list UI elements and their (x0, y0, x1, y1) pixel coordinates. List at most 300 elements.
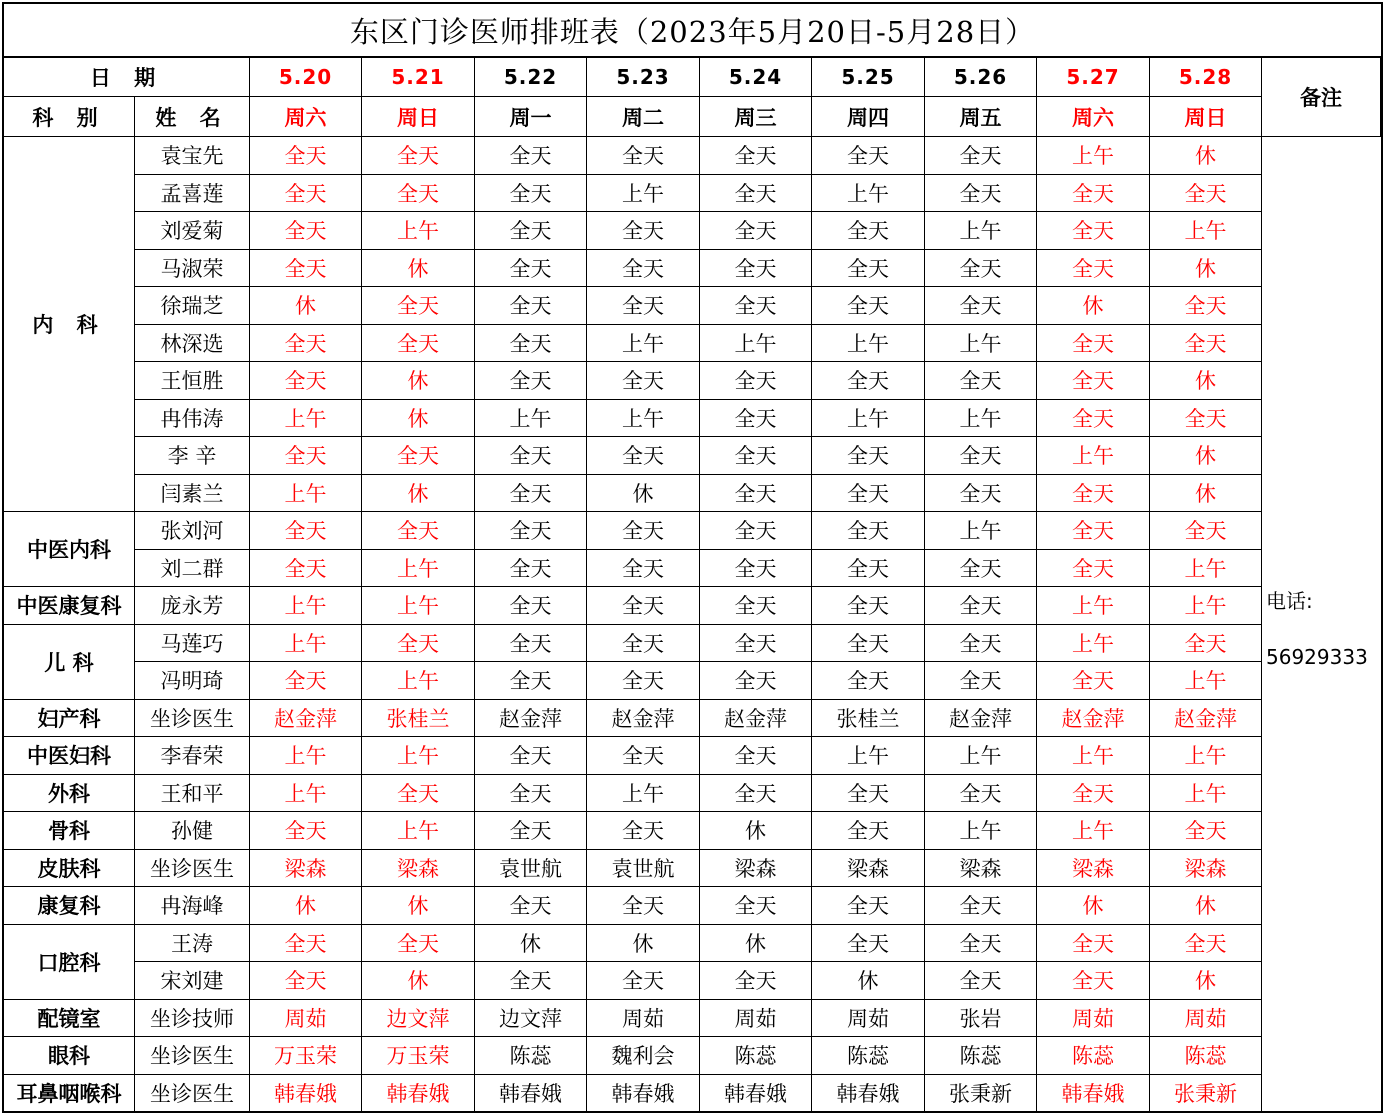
shift-cell: 休 (362, 400, 475, 438)
doctor-name: 冉海峰 (135, 887, 250, 925)
shift-cell: 全天 (250, 212, 362, 250)
remark-header: 备注 (1262, 58, 1381, 137)
shift-cell: 全天 (475, 175, 587, 213)
shift-cell: 全天 (475, 137, 587, 175)
department-name: 耳鼻咽喉科 (4, 1075, 135, 1113)
shift-cell: 上午 (1037, 625, 1150, 663)
shift-cell: 上午 (1150, 737, 1262, 775)
shift-cell: 周茹 (1150, 1000, 1262, 1038)
shift-cell: 全天 (925, 662, 1037, 700)
shift-cell: 全天 (475, 250, 587, 288)
shift-cell: 全天 (475, 662, 587, 700)
shift-cell: 张秉新 (925, 1075, 1037, 1113)
shift-cell: 上午 (1037, 737, 1150, 775)
shift-cell: 全天 (700, 887, 812, 925)
doctor-name: 张刘河 (135, 512, 250, 550)
shift-cell: 全天 (1150, 325, 1262, 363)
shift-cell: 韩春娥 (362, 1075, 475, 1113)
doctor-name: 林深选 (135, 325, 250, 363)
shift-cell: 全天 (475, 362, 587, 400)
shift-cell: 全天 (812, 887, 925, 925)
shift-cell: 全天 (812, 137, 925, 175)
shift-cell: 全天 (925, 775, 1037, 813)
shift-cell: 上午 (1037, 812, 1150, 850)
shift-cell: 休 (1037, 287, 1150, 325)
shift-cell: 全天 (812, 212, 925, 250)
shift-cell: 全天 (475, 325, 587, 363)
shift-cell: 全天 (1037, 475, 1150, 513)
shift-cell: 全天 (587, 212, 700, 250)
shift-cell: 休 (1150, 362, 1262, 400)
shift-cell: 全天 (250, 437, 362, 475)
shift-cell: 陈蕊 (812, 1037, 925, 1075)
shift-cell: 全天 (475, 287, 587, 325)
shift-cell: 全天 (475, 962, 587, 1000)
shift-cell: 休 (362, 887, 475, 925)
shift-cell: 全天 (1037, 550, 1150, 588)
shift-cell: 梁森 (362, 850, 475, 888)
weekday-cell: 周日 (362, 97, 475, 137)
date-cell: 5.28 (1150, 58, 1262, 97)
shift-cell: 梁森 (250, 850, 362, 888)
shift-cell: 全天 (587, 625, 700, 663)
shift-cell: 全天 (700, 400, 812, 438)
shift-cell: 全天 (587, 512, 700, 550)
shift-cell: 全天 (700, 625, 812, 663)
weekday-cell: 周日 (1150, 97, 1262, 137)
doctor-name: 坐诊医生 (135, 1075, 250, 1113)
shift-cell: 全天 (1150, 812, 1262, 850)
shift-cell: 全天 (587, 437, 700, 475)
shift-cell: 上午 (700, 325, 812, 363)
shift-cell: 全天 (250, 812, 362, 850)
shift-cell: 上午 (362, 212, 475, 250)
shift-cell: 全天 (812, 475, 925, 513)
doctor-name: 宋刘建 (135, 962, 250, 1000)
shift-cell: 全天 (250, 550, 362, 588)
shift-cell: 全天 (475, 812, 587, 850)
shift-cell: 梁森 (925, 850, 1037, 888)
shift-cell: 全天 (475, 475, 587, 513)
shift-cell: 全天 (587, 137, 700, 175)
shift-cell: 张桂兰 (812, 700, 925, 738)
shift-cell: 上午 (925, 400, 1037, 438)
shift-cell: 全天 (587, 662, 700, 700)
shift-cell: 全天 (1037, 400, 1150, 438)
shift-cell: 韩春娥 (475, 1075, 587, 1113)
shift-cell: 全天 (812, 250, 925, 288)
shift-cell: 上午 (1150, 587, 1262, 625)
remark-cell (1262, 137, 1381, 1112)
shift-cell: 休 (362, 362, 475, 400)
doctor-name: 坐诊医生 (135, 700, 250, 738)
shift-cell: 全天 (362, 325, 475, 363)
doctor-name: 袁宝先 (135, 137, 250, 175)
doctor-name: 王涛 (135, 925, 250, 963)
shift-cell: 上午 (250, 775, 362, 813)
shift-cell: 全天 (362, 625, 475, 663)
shift-cell: 陈蕊 (700, 1037, 812, 1075)
shift-cell: 上午 (925, 512, 1037, 550)
shift-cell: 上午 (587, 325, 700, 363)
shift-cell: 上午 (1037, 587, 1150, 625)
shift-cell: 全天 (250, 362, 362, 400)
shift-cell: 全天 (700, 175, 812, 213)
shift-cell: 周茹 (587, 1000, 700, 1038)
shift-cell: 全天 (700, 437, 812, 475)
shift-cell: 上午 (1037, 137, 1150, 175)
remark-label: 电话: (1266, 589, 1313, 613)
shift-cell: 全天 (700, 212, 812, 250)
shift-cell: 全天 (1037, 325, 1150, 363)
shift-cell: 上午 (925, 812, 1037, 850)
doctor-name: 刘二群 (135, 550, 250, 588)
shift-cell: 张秉新 (1150, 1075, 1262, 1113)
shift-cell: 全天 (587, 362, 700, 400)
shift-cell: 全天 (587, 887, 700, 925)
doctor-name: 马淑荣 (135, 250, 250, 288)
shift-cell: 全天 (812, 925, 925, 963)
shift-cell: 全天 (1037, 250, 1150, 288)
doctor-name: 孟喜莲 (135, 175, 250, 213)
department-name: 骨科 (4, 812, 135, 850)
shift-cell: 全天 (587, 587, 700, 625)
shift-cell: 赵金萍 (1037, 700, 1150, 738)
shift-cell: 上午 (250, 737, 362, 775)
shift-cell: 张桂兰 (362, 700, 475, 738)
department-name: 眼科 (4, 1037, 135, 1075)
shift-cell: 韩春娥 (812, 1075, 925, 1113)
shift-cell: 全天 (925, 437, 1037, 475)
shift-cell: 上午 (362, 587, 475, 625)
shift-cell: 上午 (1150, 212, 1262, 250)
doctor-name: 王恒胜 (135, 362, 250, 400)
date-cell: 5.24 (700, 58, 812, 97)
shift-cell: 休 (700, 812, 812, 850)
department-name: 妇产科 (4, 700, 135, 738)
shift-cell: 全天 (1150, 512, 1262, 550)
shift-cell: 上午 (475, 400, 587, 438)
shift-cell: 全天 (250, 325, 362, 363)
department-name: 配镜室 (4, 1000, 135, 1038)
shift-cell: 休 (1150, 250, 1262, 288)
shift-cell: 上午 (925, 212, 1037, 250)
shift-cell: 周茹 (812, 1000, 925, 1038)
shift-cell: 休 (362, 250, 475, 288)
date-cell: 5.27 (1037, 58, 1150, 97)
shift-cell: 全天 (475, 512, 587, 550)
department-name: 康复科 (4, 887, 135, 925)
shift-cell: 全天 (475, 212, 587, 250)
shift-cell: 袁世航 (587, 850, 700, 888)
shift-cell: 全天 (250, 250, 362, 288)
shift-cell: 上午 (362, 812, 475, 850)
weekday-cell: 周三 (700, 97, 812, 137)
weekday-cell: 周二 (587, 97, 700, 137)
shift-cell: 全天 (362, 512, 475, 550)
shift-cell: 全天 (475, 550, 587, 588)
date-cell: 5.20 (250, 58, 362, 97)
shift-cell: 上午 (587, 175, 700, 213)
shift-cell: 休 (1037, 887, 1150, 925)
shift-cell: 全天 (362, 775, 475, 813)
date-cell: 5.25 (812, 58, 925, 97)
shift-cell: 全天 (1150, 925, 1262, 963)
department-name: 外科 (4, 775, 135, 813)
department-name: 内 科 (4, 137, 135, 512)
shift-cell: 全天 (700, 962, 812, 1000)
shift-cell: 全天 (1037, 512, 1150, 550)
shift-cell: 梁森 (812, 850, 925, 888)
shift-cell: 上午 (925, 325, 1037, 363)
shift-cell: 全天 (700, 250, 812, 288)
shift-cell: 全天 (587, 962, 700, 1000)
shift-cell: 休 (250, 287, 362, 325)
department-name: 中医妇科 (4, 737, 135, 775)
shift-cell: 张岩 (925, 1000, 1037, 1038)
shift-cell: 休 (700, 925, 812, 963)
shift-cell: 全天 (362, 175, 475, 213)
weekday-cell: 周四 (812, 97, 925, 137)
shift-cell: 全天 (250, 137, 362, 175)
shift-cell: 全天 (1037, 362, 1150, 400)
shift-cell: 上午 (812, 325, 925, 363)
name-header: 姓 名 (135, 97, 250, 137)
shift-cell: 梁森 (700, 850, 812, 888)
shift-cell: 全天 (1150, 287, 1262, 325)
dept-header: 科 别 (4, 97, 135, 137)
shift-cell: 韩春娥 (1037, 1075, 1150, 1113)
shift-cell: 全天 (700, 737, 812, 775)
shift-cell: 全天 (925, 475, 1037, 513)
shift-cell: 上午 (812, 737, 925, 775)
date-cell: 5.26 (925, 58, 1037, 97)
shift-cell: 上午 (925, 737, 1037, 775)
shift-cell: 全天 (250, 512, 362, 550)
doctor-name: 庞永芳 (135, 587, 250, 625)
shift-cell: 全天 (812, 812, 925, 850)
shift-cell: 全天 (700, 137, 812, 175)
shift-cell: 全天 (812, 287, 925, 325)
weekday-cell: 周六 (1037, 97, 1150, 137)
shift-cell: 梁森 (1150, 850, 1262, 888)
department-name: 儿 科 (4, 625, 135, 700)
shift-cell: 全天 (1150, 175, 1262, 213)
date-cell: 5.21 (362, 58, 475, 97)
shift-cell: 上午 (1150, 550, 1262, 588)
shift-cell: 全天 (700, 587, 812, 625)
shift-cell: 韩春娥 (587, 1075, 700, 1113)
shift-cell: 赵金萍 (475, 700, 587, 738)
shift-cell: 上午 (812, 175, 925, 213)
shift-cell: 全天 (812, 362, 925, 400)
shift-cell: 全天 (1037, 925, 1150, 963)
shift-cell: 全天 (587, 250, 700, 288)
shift-cell: 休 (587, 475, 700, 513)
doctor-name: 坐诊医生 (135, 850, 250, 888)
shift-cell: 上午 (587, 400, 700, 438)
shift-cell: 全天 (700, 550, 812, 588)
shift-cell: 全天 (1150, 625, 1262, 663)
shift-cell: 全天 (925, 587, 1037, 625)
shift-cell: 全天 (925, 175, 1037, 213)
weekday-cell: 周五 (925, 97, 1037, 137)
shift-cell: 周茹 (1037, 1000, 1150, 1038)
shift-cell: 全天 (362, 287, 475, 325)
shift-cell: 全天 (812, 625, 925, 663)
shift-cell: 全天 (1037, 962, 1150, 1000)
shift-cell: 休 (362, 475, 475, 513)
shift-cell: 全天 (700, 775, 812, 813)
shift-cell: 上午 (1037, 437, 1150, 475)
shift-cell: 上午 (587, 775, 700, 813)
date-cell: 5.22 (475, 58, 587, 97)
shift-cell: 全天 (812, 550, 925, 588)
shift-cell: 全天 (475, 887, 587, 925)
shift-cell: 陈蕊 (475, 1037, 587, 1075)
shift-cell: 休 (1150, 137, 1262, 175)
shift-cell: 全天 (250, 662, 362, 700)
shift-cell: 全天 (700, 362, 812, 400)
shift-cell: 全天 (925, 962, 1037, 1000)
shift-cell: 全天 (1037, 662, 1150, 700)
shift-cell: 全天 (250, 962, 362, 1000)
shift-cell: 赵金萍 (700, 700, 812, 738)
shift-cell: 休 (1150, 887, 1262, 925)
shift-cell: 全天 (700, 287, 812, 325)
shift-cell: 全天 (925, 550, 1037, 588)
department-name: 中医康复科 (4, 587, 135, 625)
doctor-name: 冉伟涛 (135, 400, 250, 438)
shift-cell: 全天 (475, 775, 587, 813)
shift-cell: 全天 (812, 587, 925, 625)
doctor-name: 孙健 (135, 812, 250, 850)
shift-cell: 休 (1150, 437, 1262, 475)
doctor-name: 闫素兰 (135, 475, 250, 513)
shift-cell: 全天 (250, 175, 362, 213)
shift-cell: 上午 (362, 737, 475, 775)
shift-cell: 万玉荣 (250, 1037, 362, 1075)
shift-cell: 全天 (700, 662, 812, 700)
shift-cell: 全天 (812, 437, 925, 475)
shift-cell: 上午 (250, 475, 362, 513)
shift-cell: 休 (812, 962, 925, 1000)
shift-cell: 赵金萍 (1150, 700, 1262, 738)
shift-cell: 全天 (925, 887, 1037, 925)
shift-cell: 上午 (1150, 775, 1262, 813)
shift-cell: 全天 (587, 737, 700, 775)
schedule-sheet (2, 2, 1383, 1113)
doctor-name: 李 辛 (135, 437, 250, 475)
department-name: 中医内科 (4, 512, 135, 587)
shift-cell: 全天 (700, 475, 812, 513)
shift-cell: 上午 (1150, 662, 1262, 700)
shift-cell: 全天 (362, 137, 475, 175)
shift-cell: 全天 (925, 137, 1037, 175)
shift-cell: 全天 (812, 662, 925, 700)
shift-cell: 万玉荣 (362, 1037, 475, 1075)
shift-cell: 全天 (925, 625, 1037, 663)
doctor-name: 马莲巧 (135, 625, 250, 663)
shift-cell: 赵金萍 (925, 700, 1037, 738)
shift-cell: 上午 (250, 400, 362, 438)
shift-cell: 休 (587, 925, 700, 963)
shift-cell: 全天 (925, 287, 1037, 325)
shift-cell: 休 (250, 887, 362, 925)
shift-cell: 陈蕊 (925, 1037, 1037, 1075)
shift-cell: 全天 (1037, 212, 1150, 250)
date-cell: 5.23 (587, 58, 700, 97)
shift-cell: 韩春娥 (250, 1075, 362, 1113)
shift-cell: 全天 (1037, 175, 1150, 213)
shift-cell: 全天 (812, 512, 925, 550)
shift-cell: 全天 (812, 775, 925, 813)
shift-cell: 全天 (925, 925, 1037, 963)
shift-cell: 休 (1150, 475, 1262, 513)
date-header: 日 期 (4, 58, 250, 97)
shift-cell: 全天 (925, 362, 1037, 400)
shift-cell: 韩春娥 (700, 1075, 812, 1113)
shift-cell: 全天 (362, 437, 475, 475)
shift-cell: 全天 (475, 737, 587, 775)
shift-cell: 袁世航 (475, 850, 587, 888)
shift-cell: 边文萍 (475, 1000, 587, 1038)
shift-cell: 陈蕊 (1037, 1037, 1150, 1075)
shift-cell: 全天 (700, 512, 812, 550)
shift-cell: 全天 (475, 625, 587, 663)
shift-cell: 全天 (475, 437, 587, 475)
doctor-name: 李春荣 (135, 737, 250, 775)
shift-cell: 上午 (250, 625, 362, 663)
shift-cell: 全天 (587, 812, 700, 850)
shift-cell: 赵金萍 (250, 700, 362, 738)
doctor-name: 坐诊医生 (135, 1037, 250, 1075)
shift-cell: 全天 (587, 550, 700, 588)
shift-cell: 周茹 (700, 1000, 812, 1038)
shift-cell: 休 (362, 962, 475, 1000)
shift-cell: 上午 (362, 662, 475, 700)
page-title: 东区门诊医师排班表（2023年5月20日-5月28日） (4, 4, 1381, 58)
shift-cell: 边文萍 (362, 1000, 475, 1038)
shift-cell: 陈蕊 (1150, 1037, 1262, 1075)
shift-cell: 全天 (1037, 775, 1150, 813)
department-name: 皮肤科 (4, 850, 135, 888)
weekday-cell: 周六 (250, 97, 362, 137)
shift-cell: 全天 (587, 287, 700, 325)
phone-number: 56929333 (1266, 645, 1368, 669)
doctor-name: 刘爱菊 (135, 212, 250, 250)
shift-cell: 全天 (475, 587, 587, 625)
department-name: 口腔科 (4, 925, 135, 1000)
shift-cell: 全天 (1150, 400, 1262, 438)
doctor-name: 冯明琦 (135, 662, 250, 700)
shift-cell: 魏利会 (587, 1037, 700, 1075)
doctor-name: 徐瑞芝 (135, 287, 250, 325)
shift-cell: 上午 (250, 587, 362, 625)
shift-cell: 梁森 (1037, 850, 1150, 888)
weekday-cell: 周一 (475, 97, 587, 137)
doctor-name: 王和平 (135, 775, 250, 813)
shift-cell: 上午 (362, 550, 475, 588)
shift-cell: 周茹 (250, 1000, 362, 1038)
shift-cell: 休 (475, 925, 587, 963)
shift-cell: 全天 (362, 925, 475, 963)
doctor-name: 坐诊技师 (135, 1000, 250, 1038)
shift-cell: 休 (1150, 962, 1262, 1000)
shift-cell: 全天 (250, 925, 362, 963)
shift-cell: 上午 (812, 400, 925, 438)
shift-cell: 赵金萍 (587, 700, 700, 738)
